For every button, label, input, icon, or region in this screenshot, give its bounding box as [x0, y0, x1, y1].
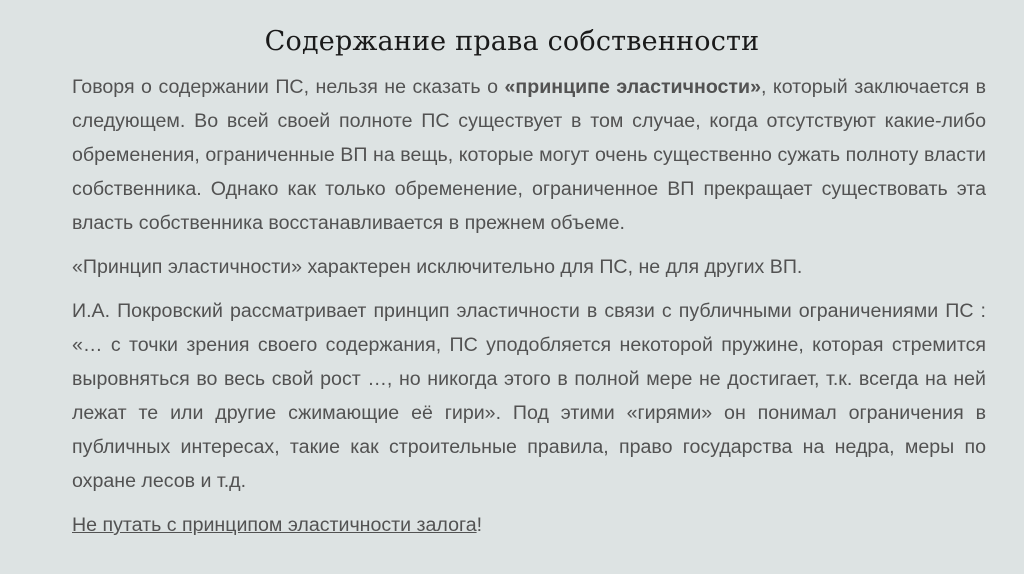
- paragraph-pledge-note: [72, 508, 986, 542]
- paragraph-pokrovsky: И.А. Покровский рассматривает принцип эластичности в связи с публичными ограничениями ПС : «… с точки зрения своего содержания, ПС уподобляется некоторой пружине, которая стремится выровняться во весь свой рост …, но никогда этого в полной мере не достигает, т.к. всегда на ней лежат те или другие сжимающие её гири». Под этими «гирями» он понимал ограничения в публичных интересах, такие как строительные правила, право государства на недра, меры по охране лесов и т.д.: [72, 300, 986, 492]
- slide-title: Содержание права собственности: [264, 26, 760, 57]
- pledge-note-underlined: Не путать с принципом эластичности залога: [72, 514, 477, 536]
- slide-body: [72, 70, 986, 542]
- paragraph1-before: Говоря о содержании ПС, нельзя не сказать о: [72, 76, 505, 98]
- paragraph1-bold-term: «принципе эластичности»: [504, 76, 761, 98]
- paragraph-elasticity-exclusive: «Принцип эластичности» характерен исключительно для ПС, не для других ВП.: [72, 256, 803, 278]
- pledge-note-suffix: !: [476, 514, 483, 536]
- paragraph1-after: , который заключается в следующем. Во всей своей полноте ПС существует в том случае, когда отсутствуют какие-либо обременения, ограниченные ВП на вещь, которые могут очень существенно сужать полноту власти собственника. Однако как только обременение, ограниченное ВП прекращает существовать эта власть собственника восстанавливается в прежнем объеме.: [72, 76, 987, 234]
- paragraph-elasticity-intro: [72, 70, 986, 240]
